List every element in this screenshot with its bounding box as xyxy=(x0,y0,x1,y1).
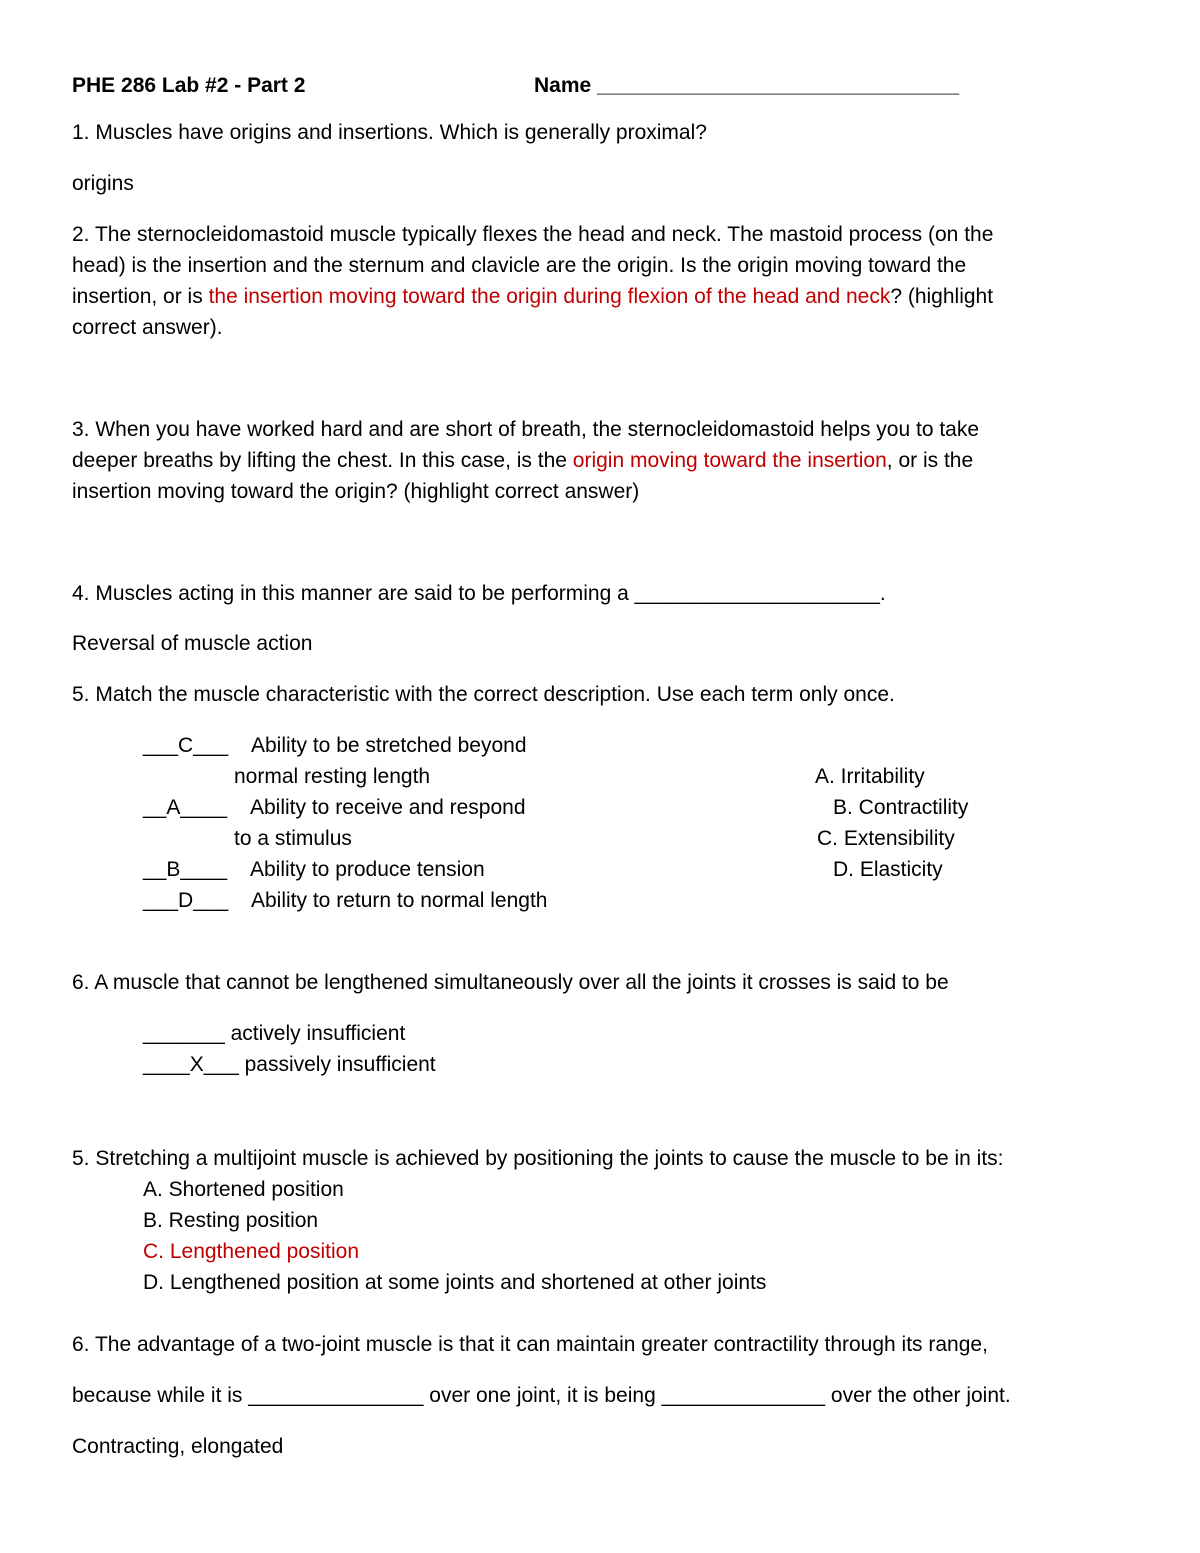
q6-option: _______ actively insufficient xyxy=(143,1022,406,1045)
q3-line-2 xyxy=(72,448,973,474)
q3-line-2-post: , or is the xyxy=(886,449,974,472)
q5-stretch-option: D. Lengthened position at some joints and shortened at other joints xyxy=(143,1271,767,1294)
q2-line-3-post: ? (highlight xyxy=(890,285,994,308)
q6-insufficiency-question: 6. A muscle that cannot be lengthened simultaneously over all the joints it crosses is said to be xyxy=(72,971,949,994)
q2-line-3-pre: insertion, or is xyxy=(72,285,209,308)
match-term: A. Irritability xyxy=(815,765,925,788)
q2-line-2: head) is the insertion and the sternum and clavicle are the origin. Is the origin moving toward the xyxy=(72,254,967,277)
match-blank: ___D___ xyxy=(143,889,229,912)
q3-line-2-pre: deeper breaths by lifting the chest. In this case, is the xyxy=(72,449,573,472)
q5-stretch-option: B. Resting position xyxy=(143,1209,319,1232)
match-description-continued: normal resting length xyxy=(234,765,431,788)
match-blank: ___C___ xyxy=(143,734,229,757)
q1-answer: origins xyxy=(72,172,134,195)
q1-question: 1. Muscles have origins and insertions. Which is generally proximal? xyxy=(72,121,707,144)
q6-twojoint-line-1: 6. The advantage of a two-joint muscle is that it can maintain greater contractility through its range, xyxy=(72,1333,988,1356)
page-title: PHE 286 Lab #2 - Part 2 xyxy=(72,74,306,97)
q4-answer: Reversal of muscle action xyxy=(72,632,313,655)
q2-line-1: 2. The sternocleidomastoid muscle typically flexes the head and neck. The mastoid process (on the xyxy=(72,223,994,246)
q2-line-4: correct answer). xyxy=(72,316,223,339)
q6-option: ____X___ passively insufficient xyxy=(143,1053,436,1076)
q6-twojoint-line-2: because while it is _______________ over one joint, it is being ______________ over the other joint. xyxy=(72,1384,1011,1407)
match-description: Ability to produce tension xyxy=(250,858,485,881)
match-description: Ability to return to normal length xyxy=(251,889,548,912)
q5-stretch-highlighted-answer: C. Lengthened position xyxy=(143,1240,359,1263)
match-term: D. Elasticity xyxy=(833,858,943,881)
name-field-label: Name _______________________________ xyxy=(534,74,960,97)
q3-line-3: insertion moving toward the origin? (highlight correct answer) xyxy=(72,480,640,503)
match-description: Ability to receive and respond xyxy=(250,796,526,819)
match-blank: __B____ xyxy=(143,858,228,881)
q3-highlighted-answer: origin moving toward the insertion xyxy=(572,449,887,472)
match-description: Ability to be stretched beyond xyxy=(251,734,527,757)
q3-line-1: 3. When you have worked hard and are short of breath, the sternocleidomastoid helps you to take xyxy=(72,418,980,441)
match-term: B. Contractility xyxy=(833,796,969,819)
q5-stretch-question: 5. Stretching a multijoint muscle is achieved by positioning the joints to cause the muscle to be in its: xyxy=(72,1147,1004,1170)
q5-match-question: 5. Match the muscle characteristic with the correct description. Use each term only once. xyxy=(72,683,895,706)
q2-line-3 xyxy=(72,284,993,310)
q5-stretch-option: A. Shortened position xyxy=(143,1178,344,1201)
q6-twojoint-answer: Contracting, elongated xyxy=(72,1435,284,1458)
q2-highlighted-answer: the insertion moving toward the origin during flexion of the head and neck xyxy=(208,285,891,308)
match-description-continued: to a stimulus xyxy=(234,827,352,850)
match-term: C. Extensibility xyxy=(817,827,955,850)
match-blank: __A____ xyxy=(143,796,228,819)
q4-question: 4. Muscles acting in this manner are said to be performing a _____________________. xyxy=(72,582,886,605)
